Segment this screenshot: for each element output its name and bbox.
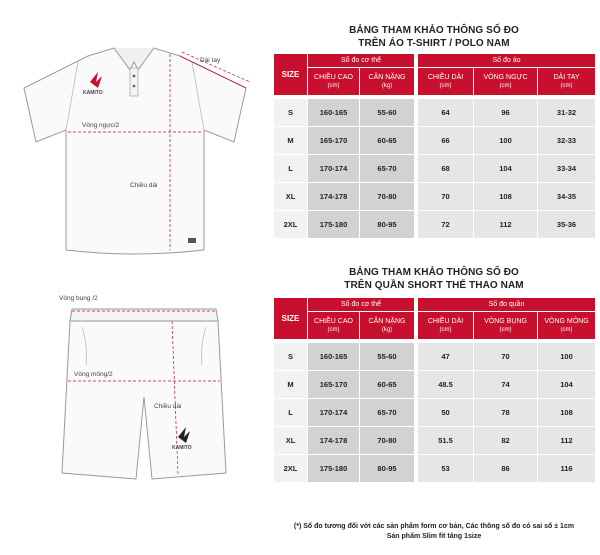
shorts-col-waist: VÒNG BỤNG (cm) <box>474 312 538 340</box>
size-cell: S <box>274 343 308 371</box>
sleeve-cell: 31-32 <box>538 99 596 127</box>
table-row <box>274 427 596 455</box>
shirt-col-height: CHIỀU CAO (cm) <box>308 68 360 96</box>
chest-cell: 100 <box>474 127 538 155</box>
length-cell: 53 <box>418 455 474 483</box>
length-cell: 68 <box>418 155 474 183</box>
shorts-col-length: CHIỀU DÀI (cm) <box>418 312 474 340</box>
shorts-body-group-header: Số đo cơ thể <box>308 298 415 312</box>
shorts-section-title <box>273 266 595 292</box>
weight-cell: 55-60 <box>360 343 415 371</box>
sleeve-cell: 35-36 <box>538 211 596 239</box>
table-row <box>274 99 596 127</box>
sleeve-cell: 34-35 <box>538 183 596 211</box>
shorts-length-measure-label: Chiều dài <box>154 403 182 410</box>
size-cell: 2XL <box>274 211 308 239</box>
table-row <box>274 455 596 483</box>
weight-cell: 70-80 <box>360 427 415 455</box>
weight-cell: 60-65 <box>360 127 415 155</box>
height-cell: 175-180 <box>308 455 360 483</box>
table-row <box>274 183 596 211</box>
table-row <box>274 371 596 399</box>
chest-cell: 96 <box>474 99 538 127</box>
length-cell: 72 <box>418 211 474 239</box>
size-cell: XL <box>274 427 308 455</box>
length-cell: 47 <box>418 343 474 371</box>
height-cell: 165-170 <box>308 371 360 399</box>
chest-measure-label: Vòng ngực/2 <box>82 122 120 129</box>
shirt-col-weight: CÂN NẶNG (kg) <box>360 68 415 96</box>
table-row <box>274 211 596 239</box>
sleeve-cell: 32-33 <box>538 127 596 155</box>
height-cell: 175-180 <box>308 211 360 239</box>
length-cell: 48.5 <box>418 371 474 399</box>
shorts-illustration <box>59 295 230 485</box>
length-cell: 64 <box>418 99 474 127</box>
weight-cell: 80-95 <box>360 455 415 483</box>
chest-cell: 108 <box>474 183 538 211</box>
shirt-section-title <box>273 24 595 50</box>
length-cell: 70 <box>418 183 474 211</box>
weight-cell: 60-65 <box>360 371 415 399</box>
height-cell: 165-170 <box>308 127 360 155</box>
size-cell: S <box>274 99 308 127</box>
weight-cell: 70-80 <box>360 183 415 211</box>
shirt-body-group-header: Số đo cơ thể <box>308 54 415 68</box>
shorts-title-line2: TRÊN QUẦN SHORT THỂ THAO NAM <box>344 280 524 291</box>
height-cell: 160-165 <box>308 343 360 371</box>
chest-cell: 112 <box>474 211 538 239</box>
hip-cell: 100 <box>538 343 596 371</box>
shorts-garment-group-header: Số đo quần <box>418 298 596 312</box>
table-row <box>274 127 596 155</box>
sleeve-measure-label: Dài tay <box>200 57 221 64</box>
height-cell: 170-174 <box>308 399 360 427</box>
shirt-size-header: SIZE <box>274 54 308 96</box>
table-row <box>274 343 596 371</box>
shirt-col-length: CHIỀU DÀI (cm) <box>418 68 474 96</box>
size-cell: M <box>274 127 308 155</box>
waist-cell: 86 <box>474 455 538 483</box>
length-cell: 51.5 <box>418 427 474 455</box>
length-cell: 50 <box>418 399 474 427</box>
height-cell: 160-165 <box>308 99 360 127</box>
shorts-logo-text: KAMITO <box>172 445 192 451</box>
table-row <box>274 399 596 427</box>
hip-measure-label: Vòng mông/2 <box>74 371 113 378</box>
shorts-col-weight: CÂN NẶNG (kg) <box>360 312 415 340</box>
waist-cell: 78 <box>474 399 538 427</box>
hip-cell: 104 <box>538 371 596 399</box>
length-measure-label: Chiều dài <box>130 182 158 189</box>
shorts-size-header: SIZE <box>274 298 308 340</box>
size-cell: M <box>274 371 308 399</box>
height-cell: 174-178 <box>308 183 360 211</box>
size-cell: L <box>274 155 308 183</box>
shirt-size-table <box>273 53 596 239</box>
shorts-size-table <box>273 297 596 483</box>
weight-cell: 65-70 <box>360 155 415 183</box>
weight-cell: 55-60 <box>360 99 415 127</box>
hip-cell: 112 <box>538 427 596 455</box>
sleeve-cell: 33-34 <box>538 155 596 183</box>
shirt-title-line1: BẢNG THAM KHẢO THÔNG SỐ ĐO <box>349 25 519 36</box>
chest-cell: 104 <box>474 155 538 183</box>
shirt-col-sleeve: DÀI TAY (cm) <box>538 68 596 96</box>
weight-cell: 65-70 <box>360 399 415 427</box>
footnote <box>273 522 595 542</box>
shirt-col-chest: VÒNG NGỰC (cm) <box>474 68 538 96</box>
waist-cell: 74 <box>474 371 538 399</box>
height-cell: 174-178 <box>308 427 360 455</box>
waist-cell: 82 <box>474 427 538 455</box>
shorts-col-hip: VÒNG MÔNG (cm) <box>538 312 596 340</box>
size-cell: L <box>274 399 308 427</box>
shirt-logo-text: KAMITO <box>83 90 103 96</box>
footnote-line1: (*) Số đo tương đối với các sản phẩm form cơ bản, Các thông số đo có sai số ± 1cm <box>293 523 575 530</box>
shirt-title-line2: TRÊN ÁO T-SHIRT / POLO NAM <box>358 38 510 49</box>
shirt-garment-group-header: Số đo áo <box>418 54 596 68</box>
hip-cell: 108 <box>538 399 596 427</box>
shorts-col-height: CHIỀU CAO (cm) <box>308 312 360 340</box>
hip-cell: 116 <box>538 455 596 483</box>
shorts-title-line1: BẢNG THAM KHẢO THÔNG SỐ ĐO <box>349 267 519 278</box>
footnote-line2: Sản phẩm Slim fit tăng 1size <box>386 533 482 540</box>
height-cell: 170-174 <box>308 155 360 183</box>
weight-cell: 80-95 <box>360 211 415 239</box>
polo-shirt-illustration <box>10 42 260 260</box>
size-cell: 2XL <box>274 455 308 483</box>
size-cell: XL <box>274 183 308 211</box>
waist-measure-label: Vòng bụng /2 <box>59 295 98 302</box>
waist-cell: 70 <box>474 343 538 371</box>
table-row <box>274 155 596 183</box>
length-cell: 66 <box>418 127 474 155</box>
